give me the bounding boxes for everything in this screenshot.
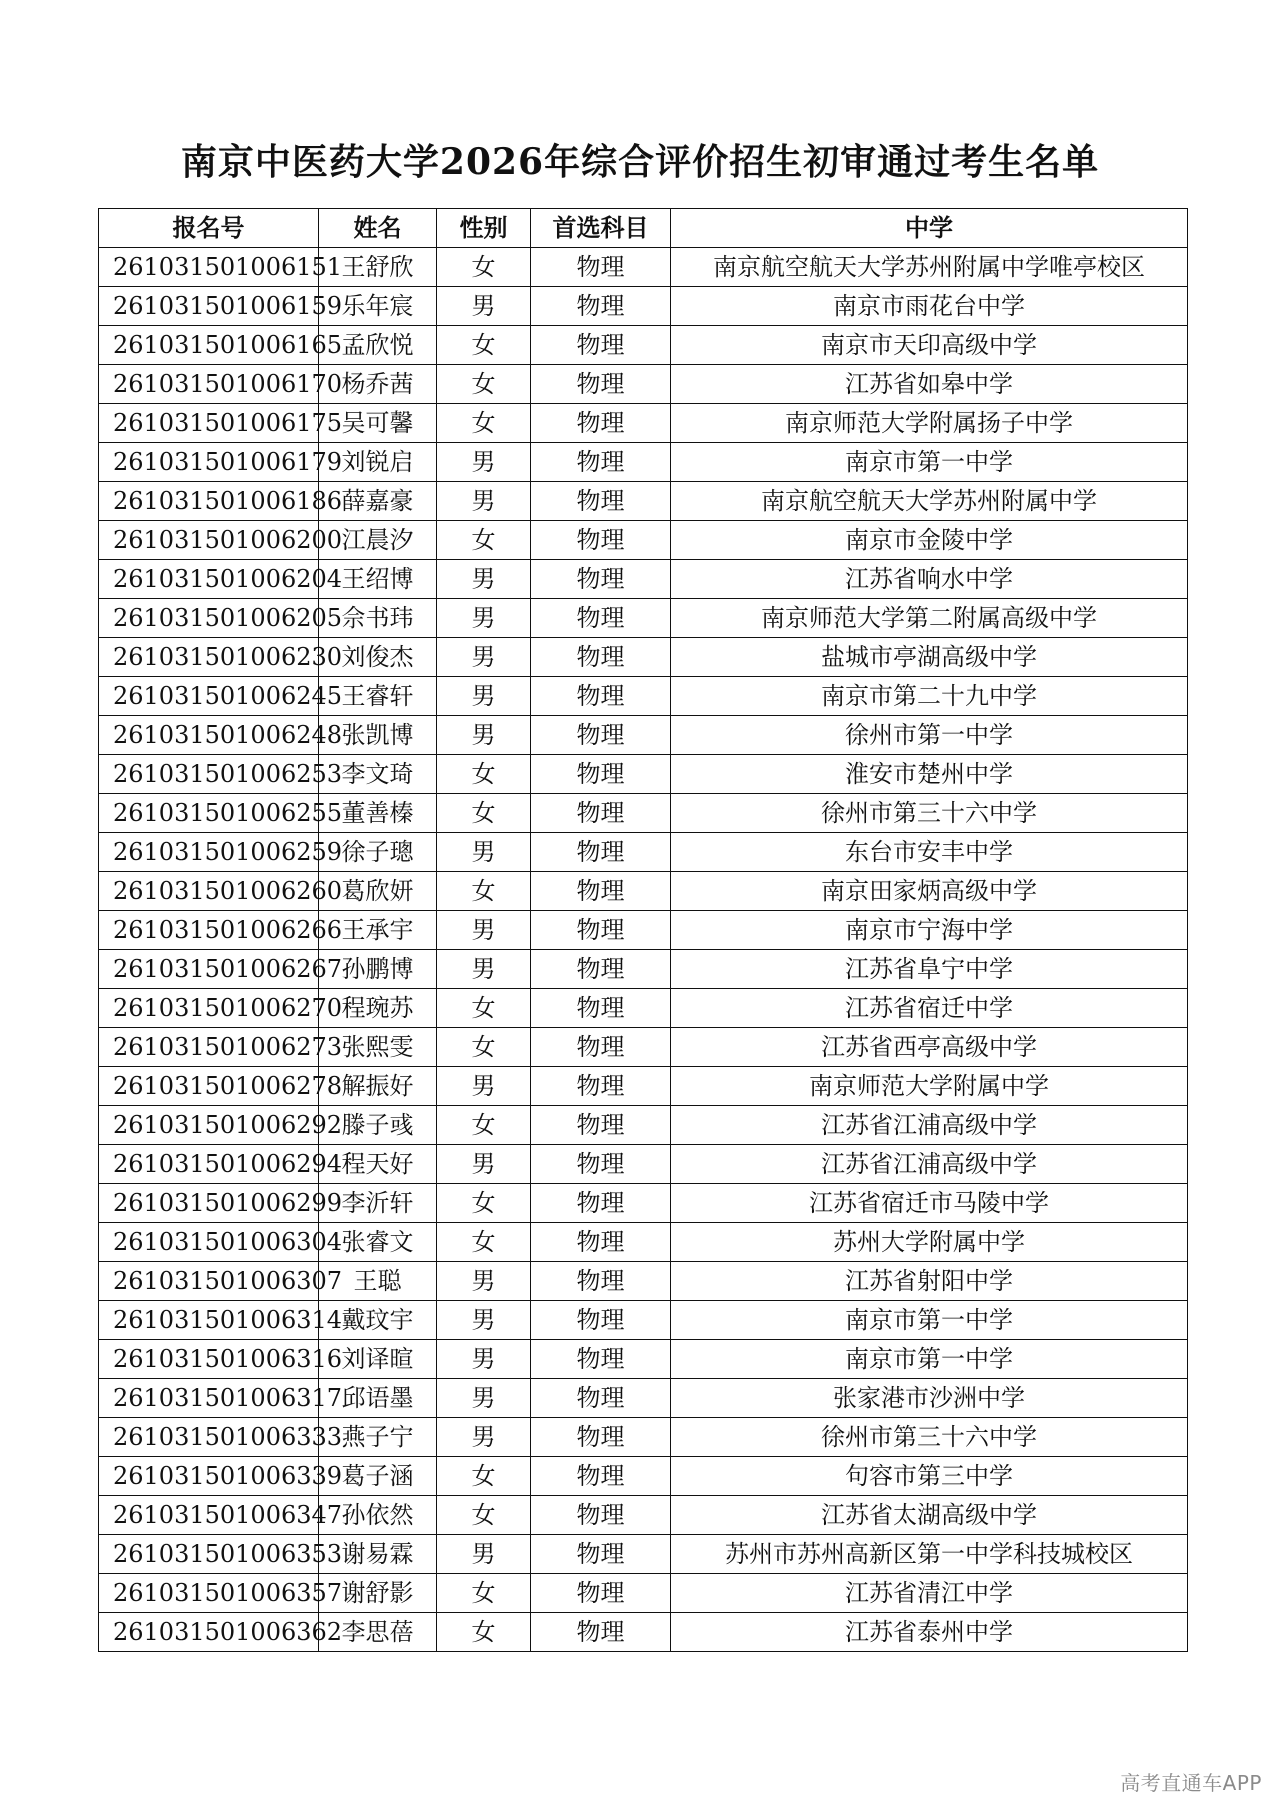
cell-primary-subject: 物理 (531, 560, 671, 599)
cell-name: 燕子宁 (319, 1418, 437, 1457)
cell-registration-number: 261031501006273 (99, 1028, 319, 1067)
cell-primary-subject: 物理 (531, 638, 671, 677)
table-row (99, 287, 1188, 326)
cell-gender: 女 (437, 1496, 531, 1535)
table-row (99, 1223, 1188, 1262)
table-row (99, 1574, 1188, 1613)
table-row (99, 1418, 1188, 1457)
cell-school: 江苏省清江中学 (671, 1574, 1188, 1613)
cell-name: 张凯博 (319, 716, 437, 755)
table-row (99, 521, 1188, 560)
cell-registration-number: 261031501006200 (99, 521, 319, 560)
cell-primary-subject: 物理 (531, 365, 671, 404)
cell-gender: 男 (437, 1340, 531, 1379)
cell-gender: 男 (437, 443, 531, 482)
cell-school: 江苏省太湖高级中学 (671, 1496, 1188, 1535)
cell-registration-number: 261031501006292 (99, 1106, 319, 1145)
cell-gender: 男 (437, 560, 531, 599)
cell-primary-subject: 物理 (531, 872, 671, 911)
cell-primary-subject: 物理 (531, 950, 671, 989)
cell-registration-number: 261031501006253 (99, 755, 319, 794)
cell-name: 孟欣悦 (319, 326, 437, 365)
cell-primary-subject: 物理 (531, 1574, 671, 1613)
table-row (99, 794, 1188, 833)
cell-name: 葛欣妍 (319, 872, 437, 911)
cell-gender: 男 (437, 1067, 531, 1106)
cell-name: 孙鹏博 (319, 950, 437, 989)
table-row (99, 443, 1188, 482)
table-row (99, 755, 1188, 794)
cell-registration-number: 261031501006304 (99, 1223, 319, 1262)
cell-school: 南京市宁海中学 (671, 911, 1188, 950)
table-row (99, 1340, 1188, 1379)
cell-school: 南京市第二十九中学 (671, 677, 1188, 716)
cell-registration-number: 261031501006260 (99, 872, 319, 911)
cell-gender: 女 (437, 248, 531, 287)
cell-school: 盐城市亭湖高级中学 (671, 638, 1188, 677)
cell-name: 程天好 (319, 1145, 437, 1184)
cell-primary-subject: 物理 (531, 1496, 671, 1535)
cell-registration-number: 261031501006339 (99, 1457, 319, 1496)
cell-school: 江苏省阜宁中学 (671, 950, 1188, 989)
table-row (99, 638, 1188, 677)
cell-gender: 女 (437, 872, 531, 911)
cell-school: 南京师范大学附属扬子中学 (671, 404, 1188, 443)
cell-registration-number: 261031501006357 (99, 1574, 319, 1613)
cell-primary-subject: 物理 (531, 443, 671, 482)
cell-name: 张熙雯 (319, 1028, 437, 1067)
cell-registration-number: 261031501006248 (99, 716, 319, 755)
cell-primary-subject: 物理 (531, 1340, 671, 1379)
cell-name: 王睿轩 (319, 677, 437, 716)
header-registration-number: 报名号 (99, 209, 319, 248)
table-body (99, 248, 1188, 1652)
cell-gender: 男 (437, 482, 531, 521)
cell-name: 吴可馨 (319, 404, 437, 443)
cell-school: 张家港市沙洲中学 (671, 1379, 1188, 1418)
cell-name: 乐年宸 (319, 287, 437, 326)
cell-gender: 男 (437, 911, 531, 950)
cell-registration-number: 261031501006362 (99, 1613, 319, 1652)
cell-primary-subject: 物理 (531, 1301, 671, 1340)
cell-primary-subject: 物理 (531, 404, 671, 443)
cell-name: 王承宇 (319, 911, 437, 950)
cell-primary-subject: 物理 (531, 794, 671, 833)
header-gender: 性别 (437, 209, 531, 248)
cell-gender: 女 (437, 521, 531, 560)
cell-gender: 女 (437, 404, 531, 443)
cell-gender: 女 (437, 755, 531, 794)
cell-primary-subject: 物理 (531, 989, 671, 1028)
cell-gender: 女 (437, 1028, 531, 1067)
cell-school: 江苏省江浦高级中学 (671, 1145, 1188, 1184)
cell-primary-subject: 物理 (531, 1418, 671, 1457)
cell-gender: 男 (437, 677, 531, 716)
cell-name: 王绍博 (319, 560, 437, 599)
document-title: 南京中医药大学2026年综合评价招生初审通过考生名单 (180, 141, 1100, 183)
cell-registration-number: 261031501006245 (99, 677, 319, 716)
cell-gender: 男 (437, 1418, 531, 1457)
cell-primary-subject: 物理 (531, 755, 671, 794)
watermark-text: 高考直通车APP (1120, 1771, 1262, 1795)
cell-gender: 女 (437, 1223, 531, 1262)
table-row (99, 560, 1188, 599)
cell-name: 刘俊杰 (319, 638, 437, 677)
cell-primary-subject: 物理 (531, 1535, 671, 1574)
table-row (99, 1301, 1188, 1340)
cell-name: 李思蓓 (319, 1613, 437, 1652)
table-row (99, 716, 1188, 755)
cell-school: 南京航空航天大学苏州附属中学 (671, 482, 1188, 521)
cell-registration-number: 261031501006333 (99, 1418, 319, 1457)
cell-school: 苏州市苏州高新区第一中学科技城校区 (671, 1535, 1188, 1574)
cell-registration-number: 261031501006175 (99, 404, 319, 443)
cell-name: 徐子璁 (319, 833, 437, 872)
cell-gender: 女 (437, 1574, 531, 1613)
cell-primary-subject: 物理 (531, 1184, 671, 1223)
cell-gender: 男 (437, 1262, 531, 1301)
cell-primary-subject: 物理 (531, 287, 671, 326)
cell-school: 南京航空航天大学苏州附属中学唯亭校区 (671, 248, 1188, 287)
cell-name: 王舒欣 (319, 248, 437, 287)
cell-gender: 女 (437, 1184, 531, 1223)
table-row (99, 248, 1188, 287)
cell-name: 刘译暄 (319, 1340, 437, 1379)
table-row (99, 326, 1188, 365)
cell-name: 邱语墨 (319, 1379, 437, 1418)
cell-primary-subject: 物理 (531, 521, 671, 560)
cell-gender: 男 (437, 1145, 531, 1184)
cell-name: 李沂轩 (319, 1184, 437, 1223)
header-primary-subject: 首选科目 (531, 209, 671, 248)
cell-registration-number: 261031501006307 (99, 1262, 319, 1301)
cell-registration-number: 261031501006266 (99, 911, 319, 950)
header-name: 姓名 (319, 209, 437, 248)
cell-primary-subject: 物理 (531, 677, 671, 716)
cell-primary-subject: 物理 (531, 911, 671, 950)
cell-primary-subject: 物理 (531, 1262, 671, 1301)
cell-gender: 男 (437, 599, 531, 638)
cell-school: 南京田家炳高级中学 (671, 872, 1188, 911)
cell-school: 南京市第一中学 (671, 1301, 1188, 1340)
cell-primary-subject: 物理 (531, 833, 671, 872)
cell-registration-number: 261031501006165 (99, 326, 319, 365)
cell-school: 南京师范大学第二附属高级中学 (671, 599, 1188, 638)
cell-name: 王聪 (319, 1262, 437, 1301)
cell-name: 戴玟宇 (319, 1301, 437, 1340)
cell-school: 苏州大学附属中学 (671, 1223, 1188, 1262)
cell-school: 徐州市第三十六中学 (671, 1418, 1188, 1457)
cell-name: 孙依然 (319, 1496, 437, 1535)
table-row (99, 1028, 1188, 1067)
cell-primary-subject: 物理 (531, 326, 671, 365)
cell-name: 程琬苏 (319, 989, 437, 1028)
cell-primary-subject: 物理 (531, 1223, 671, 1262)
cell-primary-subject: 物理 (531, 599, 671, 638)
cell-school: 江苏省泰州中学 (671, 1613, 1188, 1652)
header-school: 中学 (671, 209, 1188, 248)
cell-primary-subject: 物理 (531, 1379, 671, 1418)
table-row (99, 365, 1188, 404)
cell-registration-number: 261031501006270 (99, 989, 319, 1028)
table-row (99, 989, 1188, 1028)
cell-school: 江苏省射阳中学 (671, 1262, 1188, 1301)
cell-school: 南京市第一中学 (671, 443, 1188, 482)
cell-school: 徐州市第一中学 (671, 716, 1188, 755)
table-row (99, 833, 1188, 872)
table-row (99, 950, 1188, 989)
cell-registration-number: 261031501006230 (99, 638, 319, 677)
cell-school: 句容市第三中学 (671, 1457, 1188, 1496)
cell-gender: 男 (437, 1379, 531, 1418)
cell-gender: 女 (437, 365, 531, 404)
cell-registration-number: 261031501006317 (99, 1379, 319, 1418)
cell-registration-number: 261031501006299 (99, 1184, 319, 1223)
table-header-row (99, 209, 1188, 248)
table-row (99, 1496, 1188, 1535)
cell-school: 东台市安丰中学 (671, 833, 1188, 872)
cell-registration-number: 261031501006179 (99, 443, 319, 482)
cell-primary-subject: 物理 (531, 1028, 671, 1067)
table-row (99, 1379, 1188, 1418)
cell-school: 江苏省西亭高级中学 (671, 1028, 1188, 1067)
cell-name: 葛子涵 (319, 1457, 437, 1496)
table-row (99, 1067, 1188, 1106)
cell-name: 李文琦 (319, 755, 437, 794)
cell-gender: 女 (437, 1106, 531, 1145)
cell-school: 南京市雨花台中学 (671, 287, 1188, 326)
cell-name: 董善榛 (319, 794, 437, 833)
cell-school: 江苏省如皋中学 (671, 365, 1188, 404)
cell-gender: 女 (437, 1457, 531, 1496)
table-row (99, 1262, 1188, 1301)
cell-school: 南京市天印高级中学 (671, 326, 1188, 365)
cell-name: 薛嘉豪 (319, 482, 437, 521)
cell-name: 谢舒影 (319, 1574, 437, 1613)
table-row (99, 1613, 1188, 1652)
cell-registration-number: 261031501006267 (99, 950, 319, 989)
cell-registration-number: 261031501006205 (99, 599, 319, 638)
cell-primary-subject: 物理 (531, 482, 671, 521)
cell-primary-subject: 物理 (531, 1613, 671, 1652)
cell-name: 解振好 (319, 1067, 437, 1106)
cell-gender: 男 (437, 833, 531, 872)
cell-primary-subject: 物理 (531, 1457, 671, 1496)
cell-school: 南京市金陵中学 (671, 521, 1188, 560)
applicant-table (98, 208, 1188, 1652)
table-row (99, 599, 1188, 638)
cell-gender: 男 (437, 638, 531, 677)
cell-school: 南京市第一中学 (671, 1340, 1188, 1379)
cell-registration-number: 261031501006170 (99, 365, 319, 404)
cell-gender: 女 (437, 794, 531, 833)
cell-registration-number: 261031501006278 (99, 1067, 319, 1106)
cell-primary-subject: 物理 (531, 248, 671, 287)
cell-gender: 男 (437, 950, 531, 989)
cell-gender: 女 (437, 1613, 531, 1652)
cell-name: 张睿文 (319, 1223, 437, 1262)
cell-registration-number: 261031501006353 (99, 1535, 319, 1574)
cell-primary-subject: 物理 (531, 1145, 671, 1184)
cell-name: 杨乔茜 (319, 365, 437, 404)
table-row (99, 1535, 1188, 1574)
cell-primary-subject: 物理 (531, 716, 671, 755)
cell-gender: 男 (437, 1535, 531, 1574)
table-row (99, 911, 1188, 950)
table-row (99, 677, 1188, 716)
table-row (99, 1145, 1188, 1184)
cell-gender: 女 (437, 989, 531, 1028)
cell-registration-number: 261031501006159 (99, 287, 319, 326)
cell-gender: 女 (437, 326, 531, 365)
cell-school: 南京师范大学附属中学 (671, 1067, 1188, 1106)
cell-registration-number: 261031501006255 (99, 794, 319, 833)
cell-gender: 男 (437, 1301, 531, 1340)
table-row (99, 1106, 1188, 1145)
cell-primary-subject: 物理 (531, 1067, 671, 1106)
table-row (99, 1184, 1188, 1223)
cell-name: 谢易霖 (319, 1535, 437, 1574)
cell-registration-number: 261031501006347 (99, 1496, 319, 1535)
cell-registration-number: 261031501006151 (99, 248, 319, 287)
cell-registration-number: 261031501006259 (99, 833, 319, 872)
cell-gender: 男 (437, 716, 531, 755)
table-row (99, 404, 1188, 443)
cell-school: 江苏省江浦高级中学 (671, 1106, 1188, 1145)
cell-name: 佘书玮 (319, 599, 437, 638)
cell-registration-number: 261031501006186 (99, 482, 319, 521)
cell-school: 徐州市第三十六中学 (671, 794, 1188, 833)
cell-primary-subject: 物理 (531, 1106, 671, 1145)
cell-name: 刘锐启 (319, 443, 437, 482)
cell-school: 江苏省宿迁中学 (671, 989, 1188, 1028)
cell-gender: 男 (437, 287, 531, 326)
table-row (99, 482, 1188, 521)
cell-registration-number: 261031501006204 (99, 560, 319, 599)
cell-school: 江苏省响水中学 (671, 560, 1188, 599)
cell-name: 滕子彧 (319, 1106, 437, 1145)
cell-school: 淮安市楚州中学 (671, 755, 1188, 794)
cell-registration-number: 261031501006316 (99, 1340, 319, 1379)
cell-school: 江苏省宿迁市马陵中学 (671, 1184, 1188, 1223)
cell-registration-number: 261031501006314 (99, 1301, 319, 1340)
cell-registration-number: 261031501006294 (99, 1145, 319, 1184)
cell-name: 江晨汐 (319, 521, 437, 560)
table-row (99, 1457, 1188, 1496)
table-row (99, 872, 1188, 911)
